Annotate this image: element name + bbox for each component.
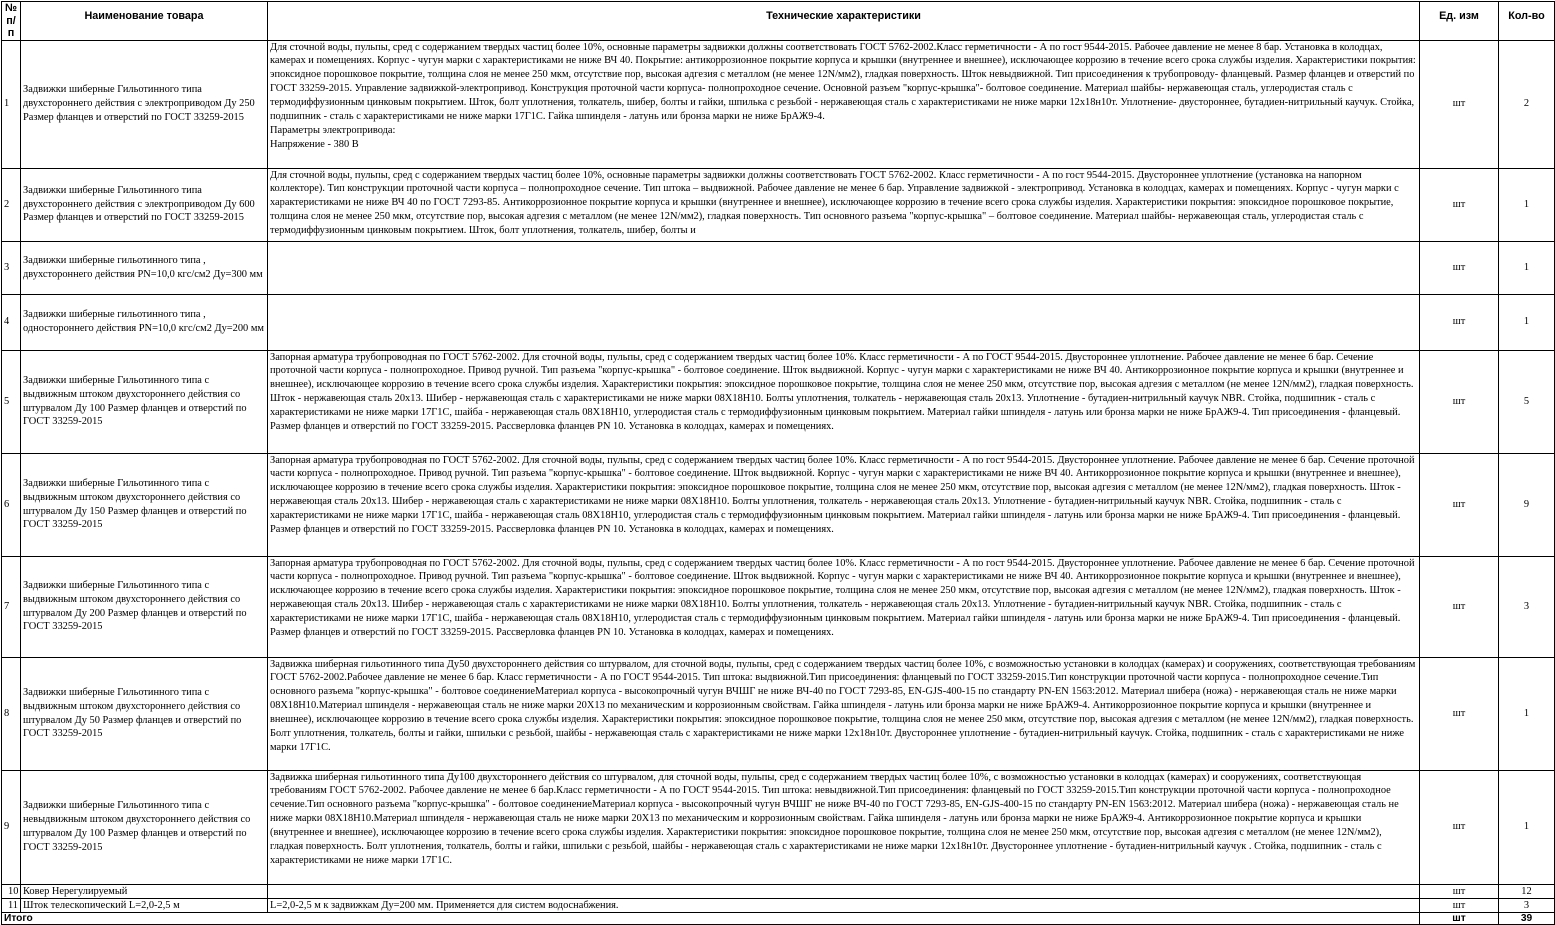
row-spec (268, 168, 1420, 241)
row-spec (268, 40, 1420, 168)
row-spec: Запорная арматура трубопроводная по ГОСТ 5762-2002. Для сточной воды, пульпы, сред с содержанием твердых частиц более 10%. Класс герметичности - А по гост 9544-2015. Двустороннее уплотнение. Рабочее давление не менее 6 бар. Сечение проточной части корпуса - полнопроходное. Привод ручной. Тип разъема "корпус-крышка" - болтовое соединение. Шток выдвижной. Корпус - чугун марки с характеристиками не ниже ВЧ 40. Антикоррозионное покрытие корпуса и крышки (внутреннее и внешнее), исключающее коррозию в течение всего срока службы изделия. Характеристики покрытия: эпоксидное порошковое покрытие, толщина слоя не менее 250 мкм, отсутствие пор, высокая адгезия с металлом (не менее 12N/мм2), гладкая поверхность. Шток - нержавеющая сталь 20х13. Шибер - нержавеющая сталь с характеристиками не ниже марки 08Х18Н10. Болты уплотнения, толкатель - нержавеющая сталь 20х13. Уплотнение - бутадиен-нитрильный каучук NBR. Стойка, подшипник - сталь с характеристиками не ниже марки 17Г1С, шайба - нержавеющая сталь 08Х18Н10, углеродистая сталь с термодиффузионным цинковым покрытием. Материал гайки шпинделя - латунь или бронза марки не ниже БрАЖ9-4. Тип присоединения - фланцевый. Размер фланцев и отверстий по ГОСТ 33259-2015. Рассверловка фланцев PN 10. Установка в колодцах, камерах и помещениях. (268, 556, 1420, 657)
row-spec-extra: Параметры электропривода: (270, 124, 396, 136)
table-row (2, 657, 1555, 770)
table-row (2, 168, 1555, 241)
row-spec: L=2,0-2,5 м к задвижкам Ду=200 мм. Применяется для систем водоснабжения. (268, 898, 1420, 912)
header-spec: Технические характеристики (268, 2, 1420, 41)
row-name: Шток телескопический L=2,0-2,5 м (21, 898, 268, 912)
header-row (2, 2, 1555, 41)
row-unit: шт (1420, 350, 1499, 453)
row-unit: шт (1420, 241, 1499, 294)
row-spec-extra: Напряжение - 380 В (270, 138, 359, 150)
table-row (2, 770, 1555, 884)
row-qty: 12 (1499, 884, 1555, 898)
row-spec-text: Для сточной воды, пульпы, сред с содержанием твердых частиц более 10%, основные параметры задвижки должны соответствовать ГОСТ 5762-2002.Класс герметичности - А по гост 9544-2015. Рабочее давление не менее 8 бар. Установка в колодцах, камерах и помещениях. Корпус - чугун марки с характеристиками не ниже ВЧ 40. Покрытие: антикоррозионное покрытие корпуса и крышки (внутреннее и внешнее), исключающее коррозию в течение всего срока службы изделия. Характеристики покрытия: эпоксидное порошковое покрытие, толщина слоя не менее 250 мкм, отсутствие пор, высокая адгезия с металлом (не менее 12N/мм2), гладкая поверхность. Шток невыдвижной. Тип присоединения к трубопроводу- фланцевый. Размер фланцев и отверстий по ГОСТ 33259-2015. Управление задвижкой-электропривод. Конструкция проточной части корпуса- полнопроходное сечение. Основной разъем "корпус-крышка"- болтовое соединение. Материал шайбы- нержавеющая сталь, углеродистая сталь с термодиффузионным цинковым покрытием. Шток, болт уплотнения, толкатель, шибер, болты и гайки, шпилька с резьбой - нержавеющая сталь с характеристиками не ниже марки 12х18н10т. Уплотнение- двустороннее, бутадиен-нитрильный каучук. Стойка, подшипник - сталь с характеристиками не ниже марки 17Г1С. Гайка шпинделя - латунь или бронза марки не ниже БрАЖ9-4. (270, 41, 1416, 123)
total-label: Итого (2, 912, 1420, 924)
table-row (2, 898, 1555, 912)
table-row (2, 350, 1555, 453)
row-qty: 3 (1499, 556, 1555, 657)
row-qty: 2 (1499, 40, 1555, 168)
row-unit: шт (1420, 453, 1499, 556)
total-qty: 39 (1499, 912, 1555, 924)
row-qty: 1 (1499, 770, 1555, 884)
row-name: Задвижки шиберные Гильотинного типа с выдвижным штоком двухстороннего действия со штурвалом Ду 200 Размер фланцев и отверстий по ГОСТ 33259-2015 (21, 556, 268, 657)
row-unit: шт (1420, 168, 1499, 241)
row-number: 11 (2, 898, 21, 912)
table-row (2, 241, 1555, 294)
row-name: Задвижки шиберные Гильотинного типа с выдвижным штоком двухстороннего действия со штурвалом Ду 50 Размер фланцев и отверстий по ГОСТ 33259-2015 (21, 657, 268, 770)
table-row (2, 453, 1555, 556)
row-unit: шт (1420, 884, 1499, 898)
specification-table (1, 1, 1555, 925)
row-name: Задвижки шиберные Гильотинного типа двухстороннего действия с электроприводом Ду 250 Размер фланцев и отверстий по ГОСТ 33259-2015 (21, 40, 268, 168)
row-name: Ковер Нерегулируемый (21, 884, 268, 898)
row-spec (268, 884, 1420, 898)
row-unit: шт (1420, 294, 1499, 350)
header-number: № п/п (2, 2, 21, 41)
table-row (2, 884, 1555, 898)
row-spec: Запорная арматура трубопроводная по ГОСТ 5762-2002. Для сточной воды, пульпы, сред с содержанием твердых частиц более 10%. Класс герметичности - А по ГОСТ 9544-2015. Двустороннее уплотнение. Рабочее давление не менее 6 бар. Сечение проточной части корпуса - полнопроходное. Привод ручной. Тип разъема "корпус-крышка" - болтовое соединение. Шток выдвижной. Корпус - чугун марки с характеристиками не ниже ВЧ 40. Антикоррозионное покрытие корпуса и крышки (внутреннее и внешнее), исключающее коррозию в течение всего срока службы изделия. Характеристики покрытия: эпоксидное порошковое покрытие, толщина слоя не менее 250 мкм, отсутствие пор, высокая адгезия с металлом (не менее 12N/мм2), гладкая поверхность. Шток - нержавеющая сталь 20х13. Шибер - нержавеющая сталь с характеристиками не ниже марки 08Х18Н10. Болты уплотнения, толкатель - нержавеющая сталь 20х13. Уплотнение - бутадиен-нитрильный каучук NBR. Стойка, подшипник - сталь с характеристиками не ниже марки 17Г1С, шайба - нержавеющая сталь 08Х18Н10, углеродистая сталь с термодиффузионным цинковым покрытием. Материал гайки шпинделя - латунь или бронза марки не ниже БрАЖ9-4. Тип присоединения - фланцевый. Размер фланцев и отверстий по ГОСТ 33259-2015. Рассверловка фланцев PN 10. Установка в колодцах, камерах и помещениях. (268, 350, 1420, 453)
row-unit: шт (1420, 556, 1499, 657)
row-spec: Задвижка шиберная гильотинного типа Ду50 двухстороннего действия со штурвалом, для сточной воды, пульпы, сред с содержанием твердых частиц более 10%, с возможностью установки в колодцах (камерах) и сооружениях, соответствующая требованиям ГОСТ 5762-2002.Рабочее давление не менее 6 бар. Класс герметичности - А по ГОСТ 9544-2015. Тип штока: выдвижной.Тип присоединения: фланцевый по ГОСТ 33259-2015.Тип конструкции проточной части корпуса - полнопроходное сечение.Тип основного разъема "корпус-крышка" - болтовое соединениеМатериал корпуса - высокопрочный чугун ВЧШГ не ниже ВЧ-40 по ГОСТ 7293-85, EN-GJS-400-15 по стандарту PN-EN 1563:2012. Материал шибера (ножа) - нержавеющая сталь не ниже марки 08Х18Н10.Материал шпинделя - нержавеющая сталь не ниже марки 20Х13 по механическим и коррозионным свойствам. Гайка шпинделя - латунь или бронза марки не ниже БрАЖ9-4. Антикоррозионное покрытие корпуса и крышки (внутреннее и внешнее), исключающее коррозию в течение всего срока службы изделия. Характеристики покрытия: эпоксидное порошковое покрытие, толщина слоя не менее 250 мкм, отсутствие пор, высокая адгезия с металлом (не менее 12N/мм2), гладкая поверхность. Болт уплотнения, толкатель, болты и гайки, шпильки с резьбой, шайбы - нержавеющая сталь с характеристиками не ниже марки 12х18н10т. Двустороннее уплотнение - бутадиен-нитрильный каучук. Стойка, подшипник - сталь с характеристиками не ниже марки 17Г1С. (268, 657, 1420, 770)
row-qty: 9 (1499, 453, 1555, 556)
table-row (2, 556, 1555, 657)
total-row (2, 912, 1555, 924)
row-name: Задвижки шиберные гильотинного типа , одностороннего действия PN=10,0 кгс/см2 Ду=200 мм (21, 294, 268, 350)
row-unit: шт (1420, 770, 1499, 884)
row-number: 6 (2, 453, 21, 556)
header-qty: Кол-во (1499, 2, 1555, 41)
row-qty: 5 (1499, 350, 1555, 453)
row-spec (268, 294, 1420, 350)
row-number: 1 (2, 40, 21, 168)
row-name: Задвижки шиберные Гильотинного типа с выдвижным штоком двухстороннего действия со штурвалом Ду 100 Размер фланцев и отверстий по ГОСТ 33259-2015 (21, 350, 268, 453)
row-qty: 1 (1499, 241, 1555, 294)
row-number: 7 (2, 556, 21, 657)
row-number: 4 (2, 294, 21, 350)
total-unit: шт (1420, 912, 1499, 924)
row-unit: шт (1420, 898, 1499, 912)
row-spec: Задвижка шиберная гильотинного типа Ду100 двухстороннего действия со штурвалом, для сточной воды, пульпы, сред с содержанием твердых частиц более 10%, с возможностью установки в колодцах (камерах) и сооружениях, соответствующая требованиям ГОСТ 5762-2002. Рабочее давление не менее 6 бар.Класс герметичности - А по ГОСТ 9544-2015. Тип штока: невыдвижной.Тип присоединения: фланцевый по ГОСТ 33259-2015.Тип конструкции проточной части корпуса - полнопроходное сечение.Тип основного разъема "корпус-крышка" - болтовое соединениеМатериал корпуса - высокопрочный чугун ВЧШГ не ниже ВЧ-40 по ГОСТ 7293-85, EN-GJS-400-15 по стандарту PN-EN 1563:2012. Материал шибера (ножа) - нержавеющая сталь не ниже марки 08Х18Н10.Материал шпинделя - нержавеющая сталь не ниже марки 20Х13 по механическим и коррозионным свойствам. Гайка шпинделя - латунь или бронза марки не ниже БрАЖ9-4. Антикоррозионное покрытие корпуса и крышки (внутреннее и внешнее), исключающее коррозию в течение всего срока службы изделия. Характеристики покрытия: эпоксидное порошковое покрытие, толщина слоя не менее 250 мкм, отсутствие пор, высокая адгезия с металлом (не менее 12N/мм2), гладкая поверхность. Болт уплотнения, толкатель, болты и гайки, шпильки с резьбой, шайбы - нержавеющая сталь с характеристиками не ниже марки 12х18н10т. Двустороннее уплотнение - бутадиен-нитрильный каучук . Стойка, подшипник - сталь с характеристиками не ниже марки 17Г1С. (268, 770, 1420, 884)
row-name: Задвижки шиберные гильотинного типа , двухстороннего действия PN=10,0 кгс/см2 Ду=300 мм (21, 241, 268, 294)
row-unit: шт (1420, 657, 1499, 770)
row-number: 5 (2, 350, 21, 453)
header-name: Наименование товара (21, 2, 268, 41)
row-name: Задвижки шиберные Гильотинного типа с выдвижным штоком двухстороннего действия со штурвалом Ду 150 Размер фланцев и отверстий по ГОСТ 33259-2015 (21, 453, 268, 556)
row-number: 8 (2, 657, 21, 770)
header-unit: Ед. изм (1420, 2, 1499, 41)
row-qty: 3 (1499, 898, 1555, 912)
row-number: 2 (2, 168, 21, 241)
row-qty: 1 (1499, 657, 1555, 770)
row-qty: 1 (1499, 168, 1555, 241)
row-spec-text: Для сточной воды, пульпы, сред с содержанием твердых частиц более 10%, основные параметры задвижки должны соответствовать ГОСТ 5762-2002. Класс герметичности - А по гост 9544-2015. Двустороннее уплотнение (установка на напорном коллекторе). Тип конструкции проточной части корпуса – полнопроходное сечение. Тип штока – выдвижной. Рабочее давление не менее 6 бар. Управление задвижкой - электропривод. Установка в колодцах, камерах и помещениях. Корпус - чугун марки с характеристиками не ниже ВЧ 40 по ГОСТ 7293-85. Антикоррозионное покрытие корпуса и крышки (внутреннее и внешнее), исключающее коррозию в течение всего срока службы изделия. Характеристики покрытия: эпоксидное порошковое покрытие, толщина слоя не менее 250 мкм, отсутствие пор, высокая адгезия с металлом (не менее 12N/мм2), гладкая поверхность. Тип основного разъема "корпус-крышка" – болтовое соединение. Материал шайбы- нержавеющая сталь, углеродистая сталь с термодиффузионным цинковым покрытием. Шток, болт уплотнения, толкатель, шибер, болты и (270, 169, 1399, 237)
row-number: 3 (2, 241, 21, 294)
table-row (2, 40, 1555, 168)
row-qty: 1 (1499, 294, 1555, 350)
row-spec: Запорная арматура трубопроводная по ГОСТ 5762-2002. Для сточной воды, пульпы, сред с содержанием твердых частиц более 10%. Класс герметичности - А по гост 9544-2015. Двустороннее уплотнение. Рабочее давление не менее 6 бар. Сечение проточной части корпуса - полнопроходное. Привод ручной. Тип разъема "корпус-крышка" - болтовое соединение. Шток выдвижной. Корпус - чугун марки с характеристиками не ниже ВЧ 40. Антикоррозионное покрытие корпуса и крышки (внутреннее и внешнее), исключающее коррозию в течение всего срока службы изделия. Характеристики покрытия: эпоксидное порошковое покрытие, толщина слоя не менее 250 мкм, отсутствие пор, высокая адгезия с металлом (не менее 12N/мм2), гладкая поверхность. Шток - нержавеющая сталь 20х13. Шибер - нержавеющая сталь с характеристиками не ниже марки 08Х18Н10. Болты уплотнения, толкатель - нержавеющая сталь 20х13. Уплотнение - бутадиен-нитрильный каучук NBR. Стойка, подшипник - сталь с характеристиками не ниже марки 17Г1С, шайба - нержавеющая сталь 08Х18Н10, углеродистая сталь с термодиффузионным цинковым покрытием. Материал гайки шпинделя - латунь или бронза марки не ниже БрАЖ9-4. Тип присоединения - фланцевый. Размер фланцев и отверстий по ГОСТ 33259-2015. Рассверловка фланцев PN 10. Установка в колодцах, камерах и помещениях. (268, 453, 1420, 556)
table-row (2, 294, 1555, 350)
row-number: 10 (2, 884, 21, 898)
row-spec (268, 241, 1420, 294)
row-number: 9 (2, 770, 21, 884)
row-unit: шт (1420, 40, 1499, 168)
row-name: Задвижки шиберные Гильотинного типа двухстороннего действия с электроприводом Ду 600 Размер фланцев и отверстий по ГОСТ 33259-2015 (21, 168, 268, 241)
row-name: Задвижки шиберные Гильотинного типа с невыдвижным штоком двухстороннего действия со штурвалом Ду 100 Размер фланцев и отверстий по ГОСТ 33259-2015 (21, 770, 268, 884)
